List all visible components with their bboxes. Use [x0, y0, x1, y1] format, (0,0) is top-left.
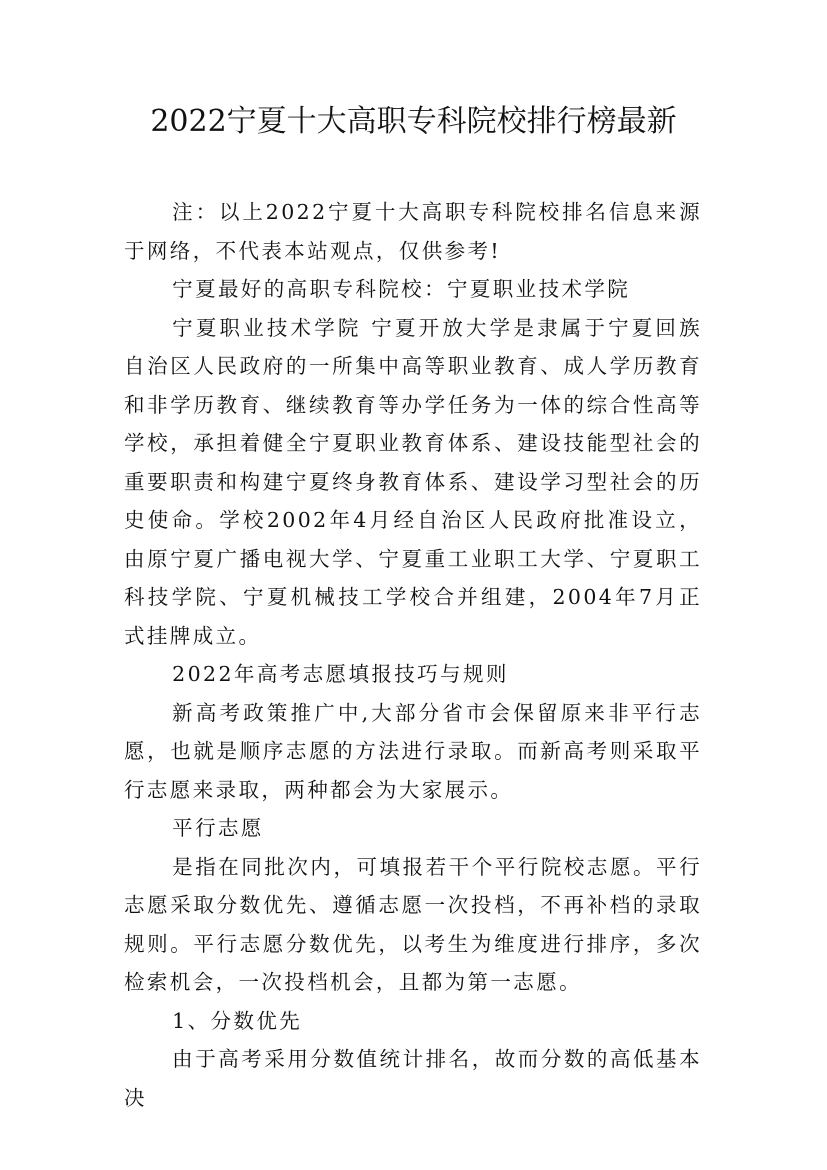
document-body: [124, 193, 702, 1117]
parallel-volunteer-heading: 平行志愿: [172, 816, 264, 840]
document-title: 2022宁夏十大高职专科院校排行榜最新: [150, 104, 677, 139]
policy-paragraph: 新高考政策推广中,大部分省市会保留原来非平行志愿，也就是顺序志愿的方法进行录取。而新高考则采取平行志愿来录取，两种都会为大家展示。: [124, 700, 702, 802]
note-paragraph: 注：以上2022宁夏十大高职专科院校排名信息来源于网络，不代表本站观点，仅供参考!: [124, 200, 702, 263]
score-priority-heading: 1、分数优先: [172, 1008, 303, 1033]
school-intro-paragraph: 宁夏职业技术学院 宁夏开放大学是隶属于宁夏回族自治区人民政府的一所集中高等职业教育、成人学历教育和非学历教育、继续教育等办学任务为一体的综合性高等学校，承担着健全宁夏职业教育体系、建设技能型社会的重要职责和构建宁夏终身教育体系、建设学习型社会的历史使命。学校2002年4月经自治区人民政府批准设立，由原宁夏广播电视大学、宁夏重工业职工大学、宁夏职工科技学院、宁夏机械技工学校合并组建，2004年7月正式挂牌成立。: [124, 315, 702, 648]
score-priority-paragraph: 由于高考采用分数值统计排名，故而分数的高低基本决: [124, 1047, 702, 1110]
best-school-heading: 宁夏最好的高职专科院校：宁夏职业技术学院: [172, 277, 631, 301]
tips-heading: 2022年高考志愿填报技巧与规则: [172, 662, 509, 686]
parallel-volunteer-paragraph: 是指在同批次内，可填报若干个平行院校志愿。平行志愿采取分数优先、遵循志愿一次投档，不再补档的录取规则。平行志愿分数优先，以考生为维度进行排序，多次检索机会，一次投档机会，且都为第一志愿。: [124, 854, 702, 994]
